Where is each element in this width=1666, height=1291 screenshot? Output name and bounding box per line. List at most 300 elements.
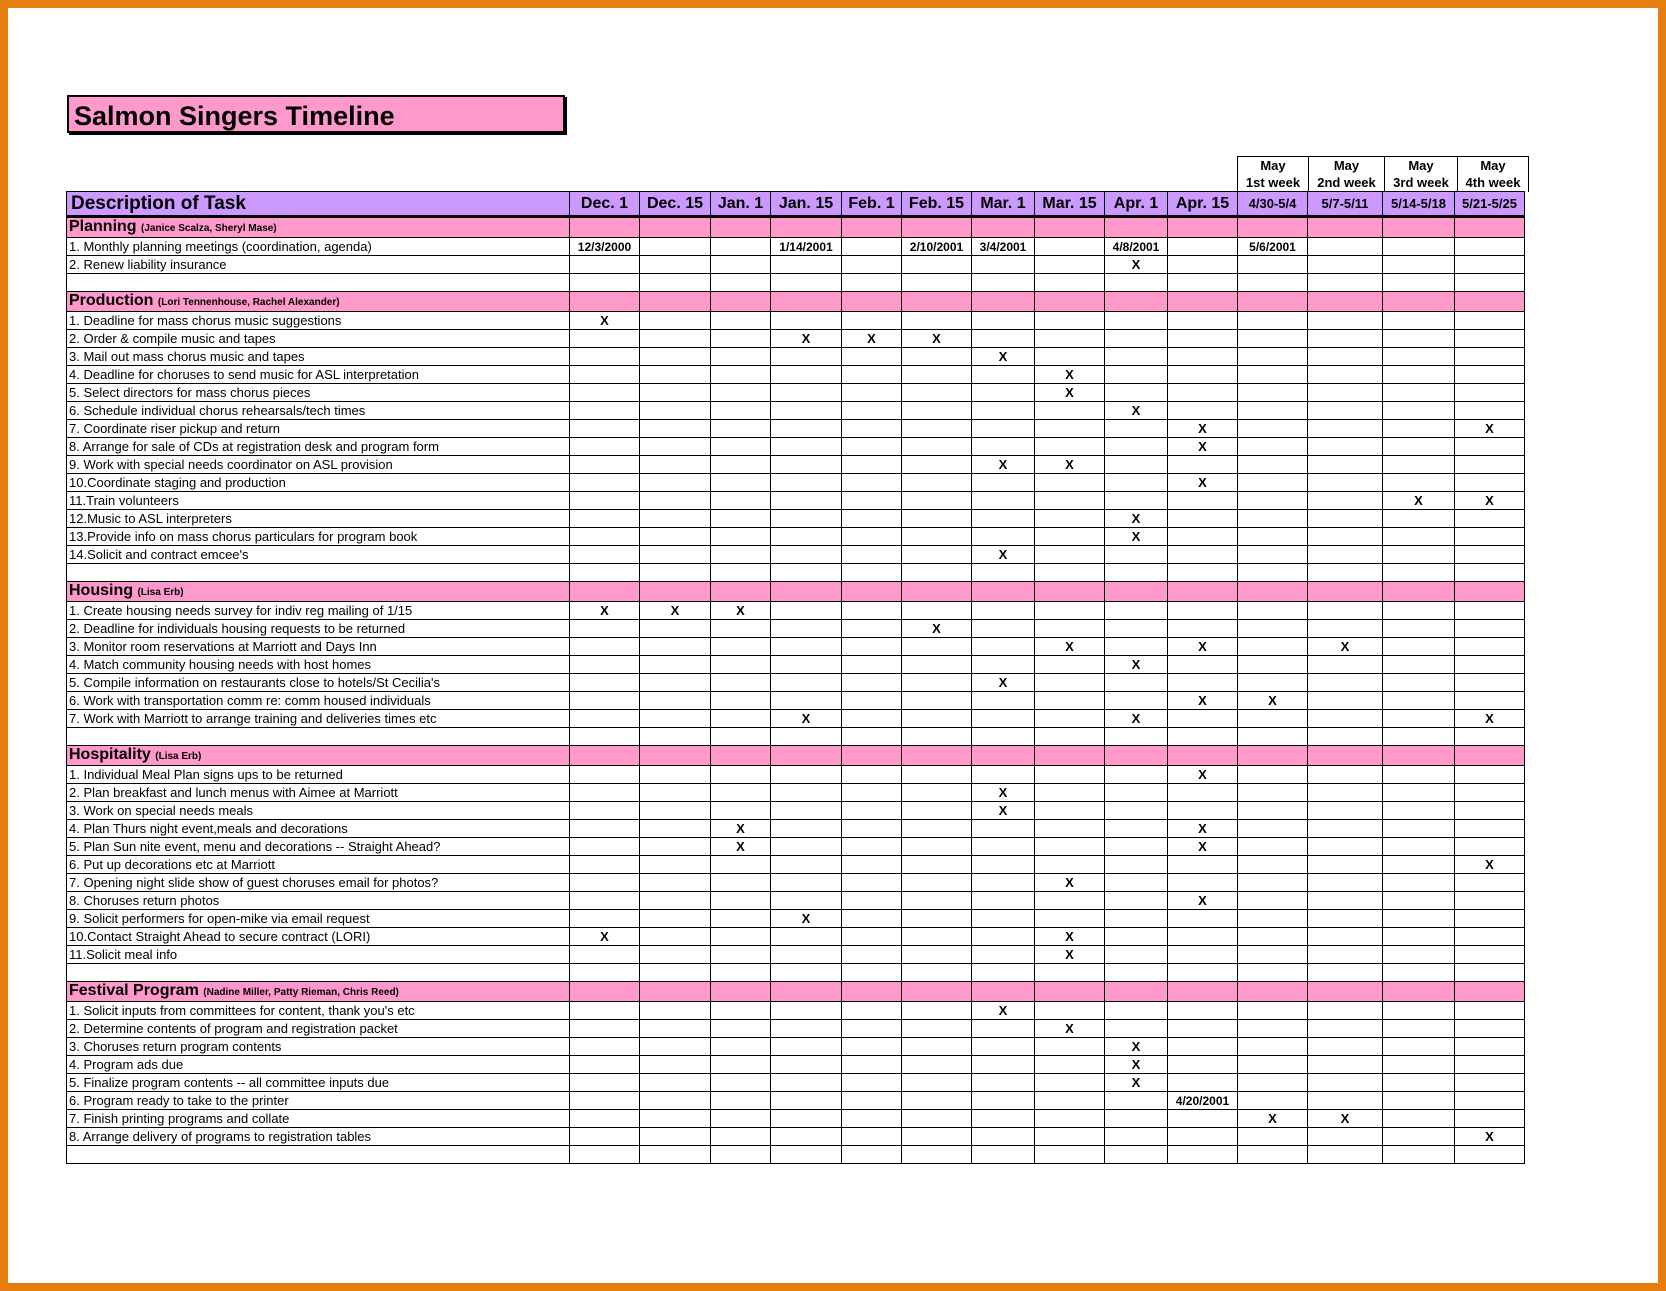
task-cell [1308,366,1383,384]
task-cell [570,856,640,874]
section-cell [570,217,640,238]
task-cell [640,492,711,510]
task-cell [570,1020,640,1038]
task-cell [1455,1002,1525,1020]
section-cell [1308,582,1383,602]
task-cell [1383,238,1455,256]
blank-cell [902,728,972,746]
task-cell [1035,420,1105,438]
task-date: 4/20/2001 [1168,1092,1238,1110]
task-cell [1383,928,1455,946]
task-cell [640,546,711,564]
section-cell [711,292,771,312]
task-cell [771,1020,842,1038]
task-description: 6. Schedule individual chorus rehearsals/tech times [67,402,570,420]
may-month-label: May [1333,158,1360,173]
blank-cell [842,964,902,982]
task-cell [640,1110,711,1128]
task-cell [1105,474,1168,492]
section-cell [711,746,771,766]
task-cell [842,492,902,510]
task-cell [1383,710,1455,728]
task-cell [1105,1092,1168,1110]
blank-cell [640,564,711,582]
page-title: Salmon Singers Timeline [67,95,565,133]
blank-cell [711,564,771,582]
task-cell [1238,874,1308,892]
section-cell [1455,582,1525,602]
task-cell [902,510,972,528]
blank-cell [1383,728,1455,746]
task-cell [570,1038,640,1056]
task-cell [1105,802,1168,820]
task-cell [1383,1092,1455,1110]
task-cell [1168,510,1238,528]
task-cell [1308,892,1383,910]
task-cell [1035,838,1105,856]
blank-cell [1455,1146,1525,1164]
task-cell [1383,402,1455,420]
task-cell [1383,766,1455,784]
task-cell [1455,256,1525,274]
task-cell [1455,348,1525,366]
blank-cell [1168,728,1238,746]
task-row [67,892,1525,910]
blank-cell [972,728,1035,746]
task-row [67,910,1525,928]
task-description: 13.Provide info on mass chorus particulars for program book [67,528,570,546]
task-cell [1455,330,1525,348]
task-cell [1035,474,1105,492]
blank-row [67,564,1525,582]
section-cell [1238,217,1308,238]
task-mark: X [972,784,1035,802]
section-cell [640,582,711,602]
section-cell [902,746,972,766]
task-cell [972,1038,1035,1056]
task-cell [972,1128,1035,1146]
blank-cell [902,564,972,582]
task-cell [902,1020,972,1038]
task-description: 4. Plan Thurs night event,meals and decorations [67,820,570,838]
task-cell [1308,784,1383,802]
task-cell [842,620,902,638]
blank-cell [1035,728,1105,746]
task-description: 7. Work with Marriott to arrange training and deliveries times etc [67,710,570,728]
task-description: 11.Train volunteers [67,492,570,510]
task-cell [771,1002,842,1020]
task-mark: X [1168,892,1238,910]
task-cell [570,384,640,402]
task-cell [771,856,842,874]
task-mark: X [1168,474,1238,492]
task-cell [972,366,1035,384]
blank-cell [972,274,1035,292]
task-cell [1238,784,1308,802]
task-cell [1238,1038,1308,1056]
task-cell [711,1110,771,1128]
task-cell [1308,838,1383,856]
task-mark: X [771,330,842,348]
task-description: 8. Arrange delivery of programs to registration tables [67,1128,570,1146]
task-cell [1035,330,1105,348]
task-cell [1238,820,1308,838]
column-header-date: Mar. 15 [1035,192,1105,217]
task-cell [1383,802,1455,820]
task-mark: X [1168,820,1238,838]
task-cell [570,492,640,510]
blank-cell [1105,1146,1168,1164]
section-cell [640,982,711,1002]
task-cell [842,910,902,928]
task-cell [640,1038,711,1056]
task-cell [1035,546,1105,564]
task-cell [640,528,711,546]
task-mark: X [902,330,972,348]
task-cell [902,366,972,384]
section-title [67,982,570,1002]
task-description: 5. Finalize program contents -- all committee inputs due [67,1074,570,1092]
task-mark: X [1105,656,1168,674]
blank-cell [902,1146,972,1164]
task-cell [711,784,771,802]
task-row [67,656,1525,674]
task-cell [1455,692,1525,710]
blank-cell [711,728,771,746]
task-cell [771,692,842,710]
task-cell [1238,312,1308,330]
task-mark: X [771,710,842,728]
task-cell [972,256,1035,274]
blank-cell [67,274,570,292]
task-cell [1455,946,1525,964]
task-cell [972,1020,1035,1038]
task-cell [1455,238,1525,256]
task-cell [640,366,711,384]
task-cell [1238,384,1308,402]
task-mark: X [1035,928,1105,946]
section-name: Hospitality [69,745,151,763]
column-header-date: Feb. 15 [902,192,972,217]
task-cell [1383,366,1455,384]
task-cell [1308,492,1383,510]
task-cell [972,492,1035,510]
task-cell [570,330,640,348]
task-cell [1455,402,1525,420]
task-cell [711,366,771,384]
task-cell [570,1056,640,1074]
task-cell [902,910,972,928]
blank-row [67,1146,1525,1164]
task-cell [711,492,771,510]
task-cell [1308,946,1383,964]
task-cell [771,510,842,528]
task-mark: X [1035,946,1105,964]
task-cell [640,928,711,946]
task-cell [1383,874,1455,892]
column-header-date: 5/21-5/25 [1455,192,1525,217]
section-cell [842,292,902,312]
task-cell [640,874,711,892]
task-cell [1238,674,1308,692]
section-header-row [67,292,1525,312]
task-mark: X [640,602,711,620]
task-cell [1035,766,1105,784]
task-cell [1035,312,1105,330]
task-row [67,638,1525,656]
task-cell [1035,1074,1105,1092]
may-week-header [1237,156,1529,192]
blank-cell [1383,274,1455,292]
task-cell [1035,802,1105,820]
blank-cell [1105,274,1168,292]
task-cell [1168,856,1238,874]
task-cell [842,874,902,892]
task-cell [711,1038,771,1056]
column-header-date: Jan. 1 [711,192,771,217]
section-cell [570,292,640,312]
task-cell [1105,692,1168,710]
task-cell [1383,1020,1455,1038]
column-header-date: 5/7-5/11 [1308,192,1383,217]
section-cell [1168,746,1238,766]
task-cell [1308,1092,1383,1110]
task-cell [1308,1128,1383,1146]
blank-cell [1238,564,1308,582]
task-description: 10.Contact Straight Ahead to secure contract (LORI) [67,928,570,946]
task-cell [1035,710,1105,728]
task-cell [771,492,842,510]
blank-cell [842,274,902,292]
blank-cell [771,728,842,746]
task-cell [1455,1056,1525,1074]
blank-cell [1455,564,1525,582]
section-cell [842,982,902,1002]
task-description: 14.Solicit and contract emcee's [67,546,570,564]
task-description: 1. Individual Meal Plan signs ups to be returned [67,766,570,784]
task-cell [1105,674,1168,692]
task-cell [771,1110,842,1128]
task-cell [1308,928,1383,946]
task-cell [711,1128,771,1146]
task-cell [771,1128,842,1146]
section-cell [711,217,771,238]
task-cell [1238,546,1308,564]
task-mark: X [570,312,640,330]
task-cell [902,402,972,420]
task-cell [902,1074,972,1092]
timeline-table [66,191,1525,1164]
task-cell [1035,820,1105,838]
task-cell [1035,910,1105,928]
task-row [67,528,1525,546]
blank-cell [1455,728,1525,746]
task-cell [640,620,711,638]
task-row [67,1128,1525,1146]
task-cell [972,838,1035,856]
task-cell [842,420,902,438]
task-cell [842,366,902,384]
section-cell [1238,582,1308,602]
task-cell [902,1128,972,1146]
blank-cell [771,1146,842,1164]
task-cell [711,330,771,348]
section-cell [1455,292,1525,312]
task-cell [1455,474,1525,492]
task-row [67,492,1525,510]
section-people: (Janice Scalza, Sheryl Mase) [141,222,277,234]
task-cell [1105,892,1168,910]
task-date: 1/14/2001 [771,238,842,256]
task-cell [972,384,1035,402]
section-cell [711,582,771,602]
blank-cell [1383,1146,1455,1164]
task-cell [1455,384,1525,402]
task-cell [842,1092,902,1110]
task-cell [771,802,842,820]
task-cell [1035,620,1105,638]
task-cell [842,456,902,474]
task-cell [1383,456,1455,474]
task-mark: X [842,330,902,348]
task-cell [1105,438,1168,456]
section-cell [842,217,902,238]
task-cell [1168,1128,1238,1146]
task-cell [902,492,972,510]
blank-cell [902,274,972,292]
task-cell [1168,1038,1238,1056]
task-cell [1238,420,1308,438]
task-cell [570,366,640,384]
task-cell [640,402,711,420]
task-cell [640,238,711,256]
task-cell [842,838,902,856]
task-cell [1238,946,1308,964]
task-mark: X [1168,692,1238,710]
task-cell [902,674,972,692]
task-mark: X [1238,1110,1308,1128]
task-cell [570,256,640,274]
task-cell [1455,602,1525,620]
task-cell [902,474,972,492]
section-cell [771,982,842,1002]
task-description: 1. Deadline for mass chorus music suggestions [67,312,570,330]
task-cell [1455,1038,1525,1056]
task-cell [570,1110,640,1128]
task-cell [1455,438,1525,456]
section-name: Production [69,291,154,309]
task-row [67,1038,1525,1056]
task-cell [1308,766,1383,784]
task-cell [1455,1074,1525,1092]
task-cell [1455,656,1525,674]
blank-cell [1035,274,1105,292]
task-cell [1308,1020,1383,1038]
task-cell [1105,1128,1168,1146]
section-cell [972,746,1035,766]
task-description: 3. Work on special needs meals [67,802,570,820]
task-cell [711,892,771,910]
task-cell [640,838,711,856]
blank-cell [1455,964,1525,982]
task-cell [972,420,1035,438]
task-cell [902,710,972,728]
task-cell [1238,510,1308,528]
task-cell [1238,492,1308,510]
task-cell [1308,1074,1383,1092]
task-cell [1105,766,1168,784]
task-cell [570,874,640,892]
blank-cell [711,274,771,292]
task-cell [570,656,640,674]
task-cell [1168,330,1238,348]
task-cell [1105,1020,1168,1038]
task-cell [711,256,771,274]
blank-cell [972,564,1035,582]
blank-cell [842,564,902,582]
blank-cell [972,1146,1035,1164]
task-cell [640,420,711,438]
blank-cell [711,1146,771,1164]
task-cell [842,638,902,656]
task-mark: X [771,910,842,928]
task-cell [972,402,1035,420]
task-cell [1035,492,1105,510]
task-mark: X [1105,256,1168,274]
task-cell [640,856,711,874]
task-cell [711,946,771,964]
task-row [67,438,1525,456]
task-cell [1383,1110,1455,1128]
task-cell [972,510,1035,528]
task-cell [1238,1074,1308,1092]
may-week-label: 1st week [1245,175,1301,190]
task-cell [1105,856,1168,874]
task-cell [972,766,1035,784]
task-description: 9. Work with special needs coordinator on ASL provision [67,456,570,474]
task-mark: X [1105,1038,1168,1056]
task-cell [1035,528,1105,546]
task-mark: X [1455,1128,1525,1146]
blank-cell [1308,964,1383,982]
task-row [67,1074,1525,1092]
task-cell [1168,546,1238,564]
task-cell [1383,656,1455,674]
task-cell [1035,402,1105,420]
task-cell [711,420,771,438]
section-cell [640,292,711,312]
blank-cell [1238,964,1308,982]
task-cell [1308,312,1383,330]
task-cell [570,1128,640,1146]
section-cell [640,746,711,766]
task-description: 7. Finish printing programs and collate [67,1110,570,1128]
task-cell [771,384,842,402]
task-cell [1105,602,1168,620]
task-cell [1308,820,1383,838]
task-cell [1455,910,1525,928]
task-cell [1308,330,1383,348]
task-cell [1383,384,1455,402]
task-cell [640,384,711,402]
task-cell [1105,874,1168,892]
task-cell [771,348,842,366]
task-row [67,710,1525,728]
task-row [67,256,1525,274]
blank-cell [67,1146,570,1164]
blank-row [67,964,1525,982]
task-cell [771,402,842,420]
